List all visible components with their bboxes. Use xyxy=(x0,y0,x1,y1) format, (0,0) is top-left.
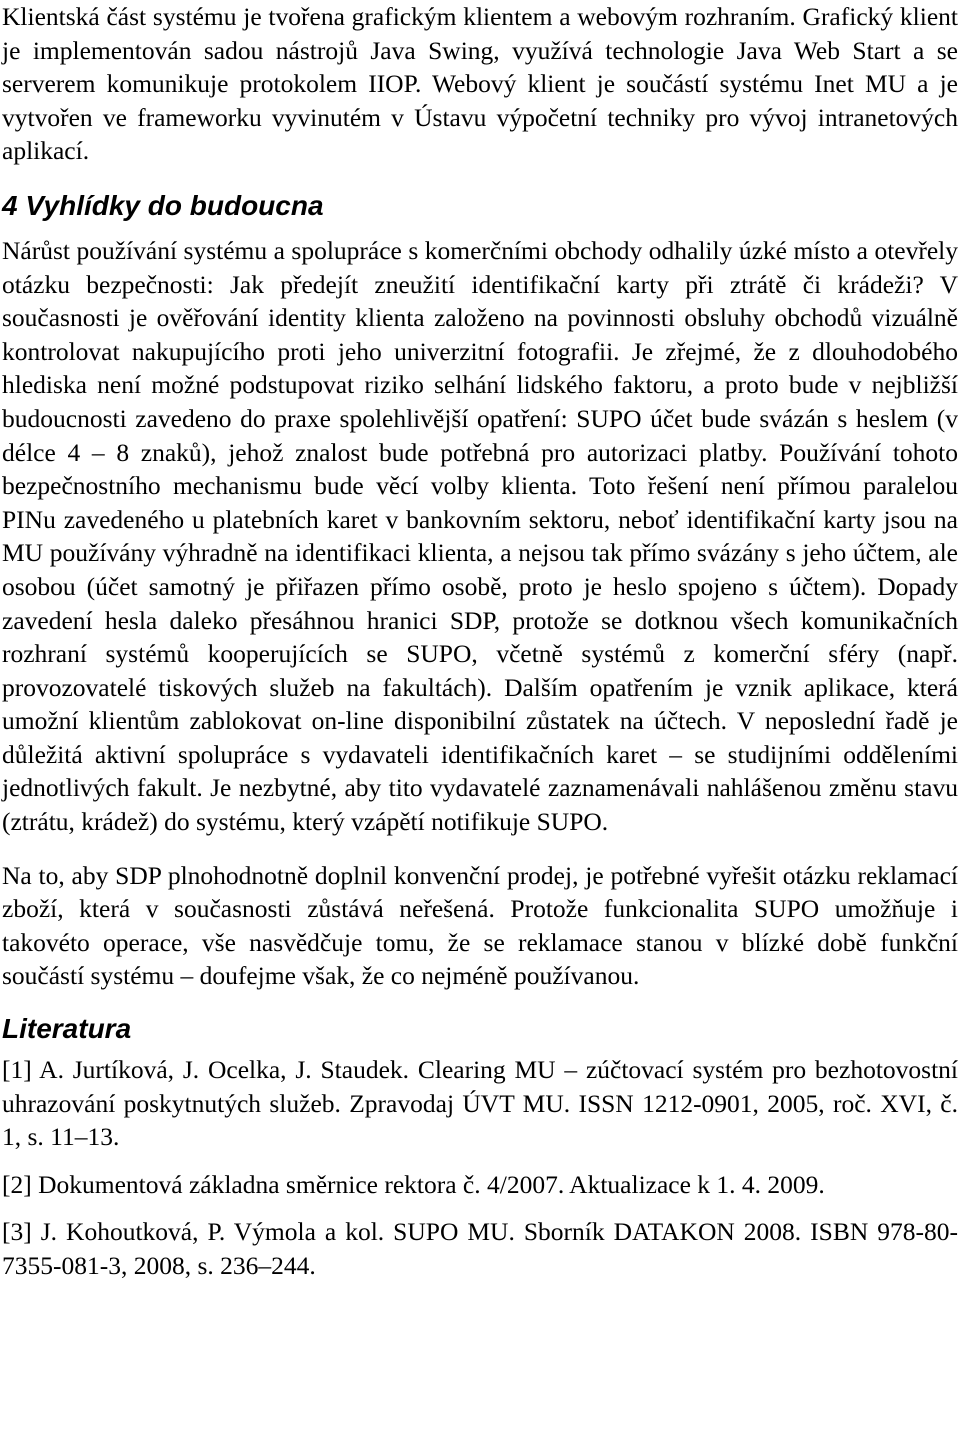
reference-2: [2] Dokumentová základna směrnice rektora č. 4/2007. Aktualizace k 1. 4. 2009. xyxy=(2,1169,825,1199)
reference-1: [1] A. Jurtíková, J. Ocelka, J. Staudek. Clearing MU – zúčtovací systém pro bezhotovostní uhrazování poskytnutých služeb. Zpravodaj ÚVT MU. ISSN 1212-0901, 2005, roč. XVI, č. 1, s. 11–13. xyxy=(2,1055,958,1152)
section-paragraph-2: Na to, aby SDP plnohodnotně doplnil konvenční prodej, je potřebné vyřešit otázku reklamací zboží, která v současnosti zůstává neřešená. Protože funkcionalita SUPO umožňuje i takovéto operace, vše nasvědčuje tomu, že se reklamace stanou v blízké době funkční součástí systému – doufejme však, že co nejméně používanou. xyxy=(2,860,958,991)
intro-paragraph: Klientská část systému je tvořena grafickým klientem a webovým rozhraním. Grafický klient je implementován sadou nástrojů Java Swing, využívá technologie Java Web Start a se serverem komunikuje protokolem IIOP. Webový klient je součástí systému Inet MU a je vytvořen ve frameworku vyvinutém v Ústavu výpočetní techniky pro vývoj intranetových aplikací. xyxy=(2,2,958,166)
document-page xyxy=(2,0,958,1283)
section-paragraph-1: Nárůst používání systému a spolupráce s komerčními obchody odhalily úzké místo a otevřely otázku bezpečnosti: Jak předejít zneužití identifikační karty při ztrátě či krádeži? V současnosti je ověřování identity klienta založeno na povinnosti obsluhy obchodů vizuálně kontrolovat nakupujícího proti jeho univerzitní fotografii. Je zřejmé, že z dlouhodobého hlediska není možné podstupovat riziko selhání lidského faktoru, a proto bude v nejbližší budoucnosti zavedeno do praxe spolehlivější opatření: SUPO účet bude svázán s heslem (v délce 4 – 8 znaků), jehož znalost bude potřebná pro autorizaci platby. Používání tohoto bezpečnostního mechanismu bude věcí volby klienta. Toto řešení není přímou paralelou PINu zavedeného u platebních karet v bankovním sektoru, neboť identifikační karty jsou na MU používány výhradně na identifikaci klienta, a nejsou tak přímo svázány s jeho účtem, ale osobou (účet samotný je přiřazen přímo osobě, proto je heslo spojeno s účtem). Dopady zavedení hesla daleko přesáhnou hranici SDP, protože se dotknou všech komunikačních rozhraní systémů kooperujících se SUPO, včetně systémů z komerční sféry (např. provozovatelé tiskových služeb na fakultách). Dalším opatřením je vznik aplikace, která umožní klientům zablokovat on-line disponibilní zůstatek na účtech. V neposlední řadě je důležitá aktivní spolupráce s vydavateli identifikačních karet – se studijními odděleními jednotlivých fakult. Je nezbytné, aby tito vydavatelé zaznamenávali nahlášenou změnu stavu (ztrátu, krádež) do systému, který vzápětí notifikuje SUPO. xyxy=(2,235,958,837)
reference-3: [3] J. Kohoutková, P. Výmola a kol. SUPO MU. Sborník DATAKON 2008. ISBN 978-80-7355-081-3, 2008, s. 236–244. xyxy=(2,1217,958,1280)
literature-heading: Literatura xyxy=(2,1013,132,1045)
section-heading: 4 Vyhlídky do budoucna xyxy=(2,189,324,221)
